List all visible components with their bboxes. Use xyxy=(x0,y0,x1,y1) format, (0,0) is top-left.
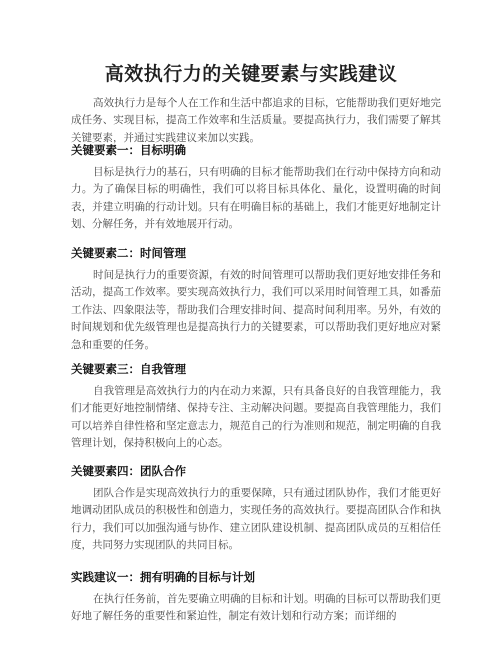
document-title: 高效执行力的关键要素与实践建议 xyxy=(104,63,398,85)
section-heading: 关键要素二：时间管理 xyxy=(71,246,186,260)
section-self-management xyxy=(71,362,441,453)
section-heading: 关键要素一：目标明确 xyxy=(71,143,186,157)
section-paragraph: 在执行任务前，首先要确立明确的目标和计划。明确的目标可以帮助我们更好地了解任务的重要性和紧迫性，制定有效计划和行动方案；而详细的 xyxy=(71,593,441,623)
section-heading: 关键要素四：团队合作 xyxy=(71,464,186,478)
section-paragraph: 时间是执行力的重要资源，有效的时间管理可以帮助我们更好地安排任务和活动，提高工作效率。要实现高效执行力，我们可以采用时间管理工具，如番茄工作法、四象限法等，帮助我们合理安排时间、提高时间利用率。另外，有效的时间规划和优先级管理也是提高执行力的关键要素，可以帮助我们更好地应对紧急和重要的任务。 xyxy=(71,269,441,351)
section-goal xyxy=(71,143,441,234)
section-paragraph: 团队合作是实现高效执行力的重要保障，只有通过团队协作，我们才能更好地调动团队成员的积极性和创造力，实现任务的高效执行。要提高团队合作和执行力，我们可以加强沟通与协作、建立团队建设机制、提高团队成员的互相信任度，共同努力实现团队的共同目标。 xyxy=(71,487,441,552)
section-heading: 实践建议一：拥有明确的目标与计划 xyxy=(71,570,255,584)
section-paragraph: 目标是执行力的基石，只有明确的目标才能帮助我们在行动中保持方向和动力。为了确保目标的明确性，我们可以将目标具体化、量化，设置明确的时间表，并建立明确的行动计划。只有在明确目标的基础上，我们才能更好地制定计划、分解任务，并有效地展开行动。 xyxy=(71,166,441,231)
section-paragraph: 自我管理是高效执行力的内在动力来源，只有具备良好的自我管理能力，我们才能更好地控制情绪、保持专注、主动解决问题。要提高自我管理能力，我们可以培养自律性格和坚定意志力，规范自己的行为准则和规范，制定明确的自我管理计划，保持积极向上的心态。 xyxy=(71,385,441,450)
section-time-management xyxy=(71,246,441,354)
section-teamwork xyxy=(71,464,441,555)
section-heading: 关键要素三：自我管理 xyxy=(71,362,186,376)
intro-block xyxy=(71,95,441,147)
section-practice-goals xyxy=(71,570,441,626)
intro-paragraph: 高效执行力是每个人在工作和生活中都追求的目标，它能帮助我们更好地完成任务、实现目标，提高工作效率和生活质量。要提高执行力，我们需要了解其关键要素，并通过实践建议来加以实践。 xyxy=(71,97,441,144)
